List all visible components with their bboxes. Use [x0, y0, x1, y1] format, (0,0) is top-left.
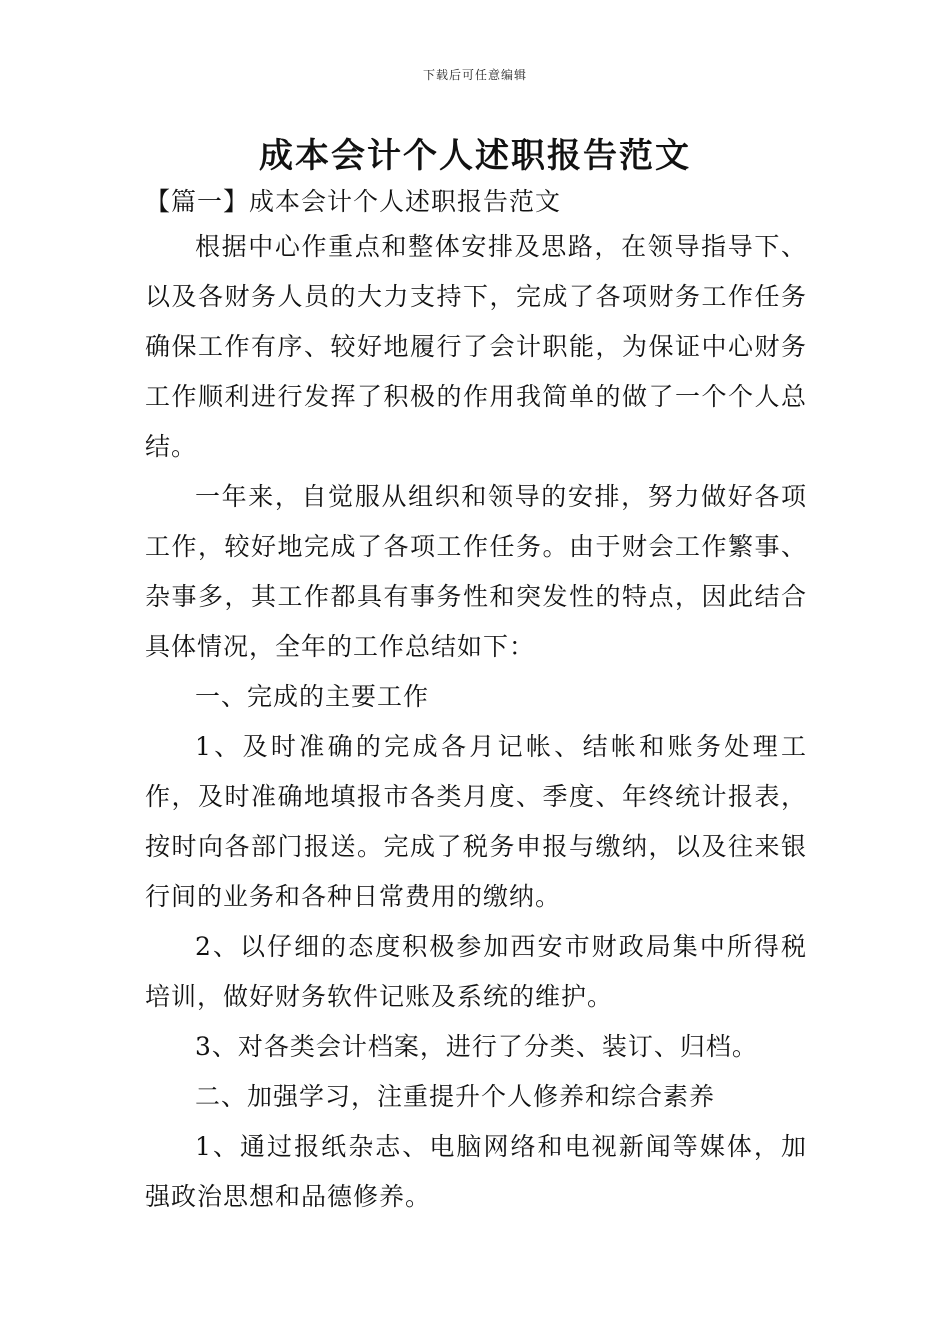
- subheading-study: 二、加强学习，注重提升个人修养和综合素养: [195, 1082, 716, 1111]
- paragraph-overview: 一年来，自觉服从组织和领导的安排，努力做好各项工作，较好地完成了各项工作任务。由于财会工作繁事、杂事多，其工作都具有事务性和突发性的特点，因此结合具体情况，全年的工作总结如下：: [145, 482, 807, 661]
- paragraph-item-1: 1、及时准确的完成各月记帐、结帐和账务处理工作，及时准确地填报市各类月度、季度、年终统计报表，按时向各部门报送。完成了税务申报与缴纳，以及往来银行间的业务和各种日常费用的缴纳。: [145, 732, 807, 911]
- document-title: 成本会计个人述职报告范文: [259, 136, 691, 176]
- paragraph-item-2: 2、以仔细的态度积极参加西安市财政局集中所得税培训，做好财务软件记账及系统的维护。: [145, 932, 807, 1011]
- subheading-main-work: 一、完成的主要工作: [195, 682, 430, 711]
- document-body: [145, 222, 807, 1222]
- paragraph-item-3: 3、对各类会计档案，进行了分类、装订、归档。: [195, 1032, 758, 1061]
- header-note: 下载后可任意编辑: [422, 68, 527, 82]
- paragraph-study-item-1: 1、通过报纸杂志、电脑网络和电视新闻等媒体，加强政治思想和品德修养。: [145, 1132, 807, 1211]
- section-heading: 【篇一】成本会计个人述职报告范文: [145, 187, 562, 216]
- paragraph-intro: 根据中心作重点和整体安排及思路，在领导指导下、以及各财务人员的大力支持下，完成了各项财务工作任务确保工作有序、较好地履行了会计职能，为保证中心财务工作顺利进行发挥了积极的作用我简单的做了一个个人总结。: [145, 232, 807, 461]
